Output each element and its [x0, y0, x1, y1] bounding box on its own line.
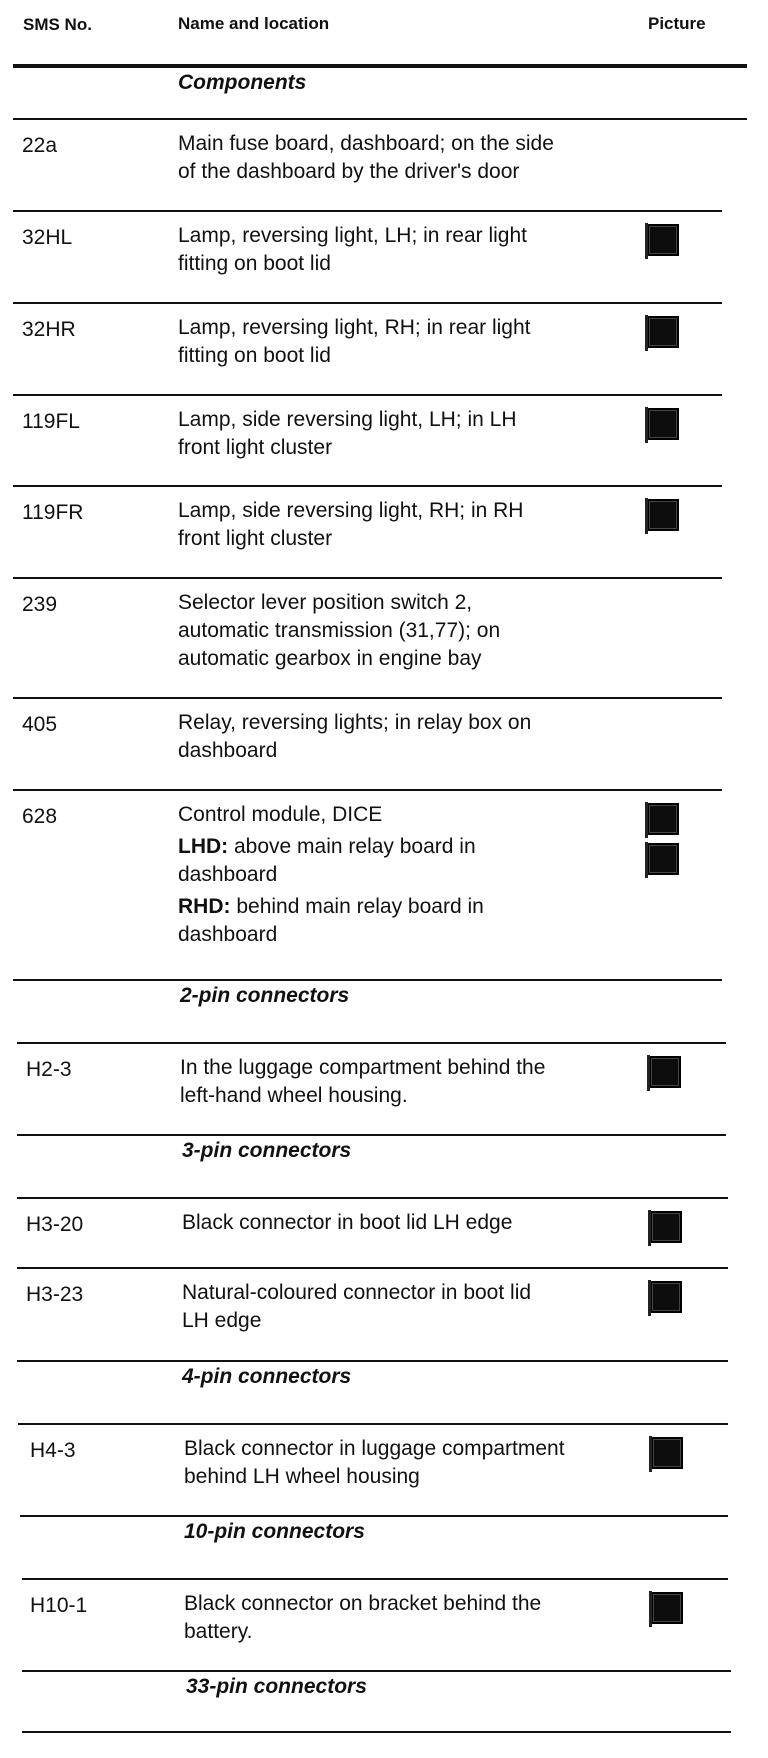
row-divider: [13, 210, 722, 212]
picture-thumbnail[interactable]: [647, 316, 679, 348]
description-title: Control module, DICE: [178, 803, 383, 826]
description-line: battery.: [184, 1620, 253, 1643]
section-title: 2-pin connectors: [180, 984, 350, 1007]
row-divider: [13, 697, 722, 699]
description-line: Selector lever position switch 2,: [178, 591, 473, 614]
picture-thumbnail[interactable]: [651, 1437, 683, 1469]
description-line: automatic gearbox in engine bay: [178, 647, 482, 670]
row-divider: [13, 394, 722, 396]
sms-number: 32HL: [22, 226, 73, 249]
description-line: In the luggage compartment behind the: [180, 1056, 546, 1079]
sms-number: 119FR: [22, 501, 84, 524]
description-line: Main fuse board, dashboard; on the side: [178, 132, 554, 155]
description-line: fitting on boot lid: [178, 252, 331, 275]
picture-thumbnail[interactable]: [649, 1056, 681, 1088]
sms-number: 32HR: [22, 318, 76, 341]
name-and-location: [178, 801, 638, 949]
picture-thumbnail[interactable]: [647, 803, 679, 835]
sms-number: 405: [22, 713, 58, 736]
row-divider: [13, 979, 722, 981]
picture-thumbnail[interactable]: [647, 224, 679, 256]
sms-number: 239: [22, 593, 58, 616]
description-line: Lamp, reversing light, LH; in rear light: [178, 224, 527, 247]
description-line: dashboard: [178, 739, 278, 762]
description-line: LH edge: [182, 1309, 262, 1332]
row-divider: [22, 1578, 728, 1580]
row-divider: [17, 1042, 726, 1044]
row-divider: [20, 1515, 728, 1517]
description-line: automatic transmission (31,77); on: [178, 619, 501, 642]
sms-number: 628: [22, 805, 58, 828]
row-divider: [13, 577, 722, 579]
variant-label: RHD:: [178, 895, 231, 918]
name-and-location: [182, 1209, 642, 1237]
row-divider: [18, 1423, 728, 1425]
row-divider: [17, 1267, 728, 1269]
variant-label: LHD:: [178, 835, 229, 858]
row-divider: [17, 1134, 726, 1136]
sms-number: H10-1: [30, 1594, 88, 1617]
description-line: fitting on boot lid: [178, 344, 331, 367]
row-divider: [13, 118, 747, 120]
sms-number: 22a: [22, 134, 58, 157]
sms-number: 119FL: [22, 410, 80, 433]
row-divider: [13, 485, 722, 487]
section-title: 3-pin connectors: [182, 1139, 352, 1162]
variant-description: LHD: above main relay board in dashboard: [178, 835, 476, 886]
row-divider: [13, 302, 722, 304]
description-line: Black connector in boot lid LH edge: [182, 1211, 513, 1234]
name-and-location: [182, 1279, 642, 1335]
description-line: Relay, reversing lights; in relay box on: [178, 711, 532, 734]
name-and-location: [178, 709, 638, 765]
picture-thumbnail[interactable]: [647, 408, 679, 440]
section-title: 33-pin connectors: [186, 1675, 367, 1698]
picture-thumbnail[interactable]: [650, 1281, 682, 1313]
sms-number: H3-20: [26, 1213, 84, 1236]
sms-number: H3-23: [26, 1283, 84, 1306]
section-title: 10-pin connectors: [184, 1520, 365, 1543]
name-and-location: [178, 222, 638, 278]
description-line: Lamp, reversing light, RH; in rear light: [178, 316, 531, 339]
description-line: left-hand wheel housing.: [180, 1084, 408, 1107]
column-header-name-location: Name and location: [178, 14, 330, 33]
description-line: Lamp, side reversing light, RH; in RH: [178, 499, 524, 522]
sms-number: H4-3: [30, 1439, 76, 1462]
picture-thumbnail[interactable]: [647, 843, 679, 875]
name-and-location: [180, 1054, 640, 1110]
column-header-sms-no: SMS No.: [23, 15, 92, 34]
description-line: front light cluster: [178, 527, 333, 550]
row-divider: [22, 1731, 731, 1733]
name-and-location: [184, 1590, 644, 1646]
name-and-location: [178, 497, 638, 553]
description-line: Lamp, side reversing light, LH; in LH: [178, 408, 517, 431]
row-divider: [13, 789, 722, 791]
name-and-location: [178, 314, 638, 370]
description-line: behind LH wheel housing: [184, 1465, 420, 1488]
section-title: Components: [178, 71, 307, 94]
description-line: of the dashboard by the driver's door: [178, 160, 520, 183]
picture-thumbnail[interactable]: [651, 1592, 683, 1624]
name-and-location: [178, 130, 638, 186]
section-title: 4-pin connectors: [182, 1365, 352, 1388]
row-divider: [22, 1670, 731, 1672]
name-and-location: [178, 406, 638, 462]
name-and-location: [178, 589, 638, 673]
description-line: Natural-coloured connector in boot lid: [182, 1281, 532, 1304]
description-line: Black connector in luggage compartment: [184, 1437, 565, 1460]
variant-description: RHD: behind main relay board in dashboard: [178, 895, 484, 946]
picture-thumbnail[interactable]: [650, 1211, 682, 1243]
row-divider: [17, 1197, 728, 1199]
name-and-location: [184, 1435, 644, 1491]
row-divider: [17, 1360, 728, 1362]
description-line: Black connector on bracket behind the: [184, 1592, 542, 1615]
description-line: front light cluster: [178, 436, 333, 459]
picture-thumbnail[interactable]: [647, 499, 679, 531]
sms-number: H2-3: [26, 1058, 72, 1081]
column-header-picture: Picture: [648, 14, 706, 33]
